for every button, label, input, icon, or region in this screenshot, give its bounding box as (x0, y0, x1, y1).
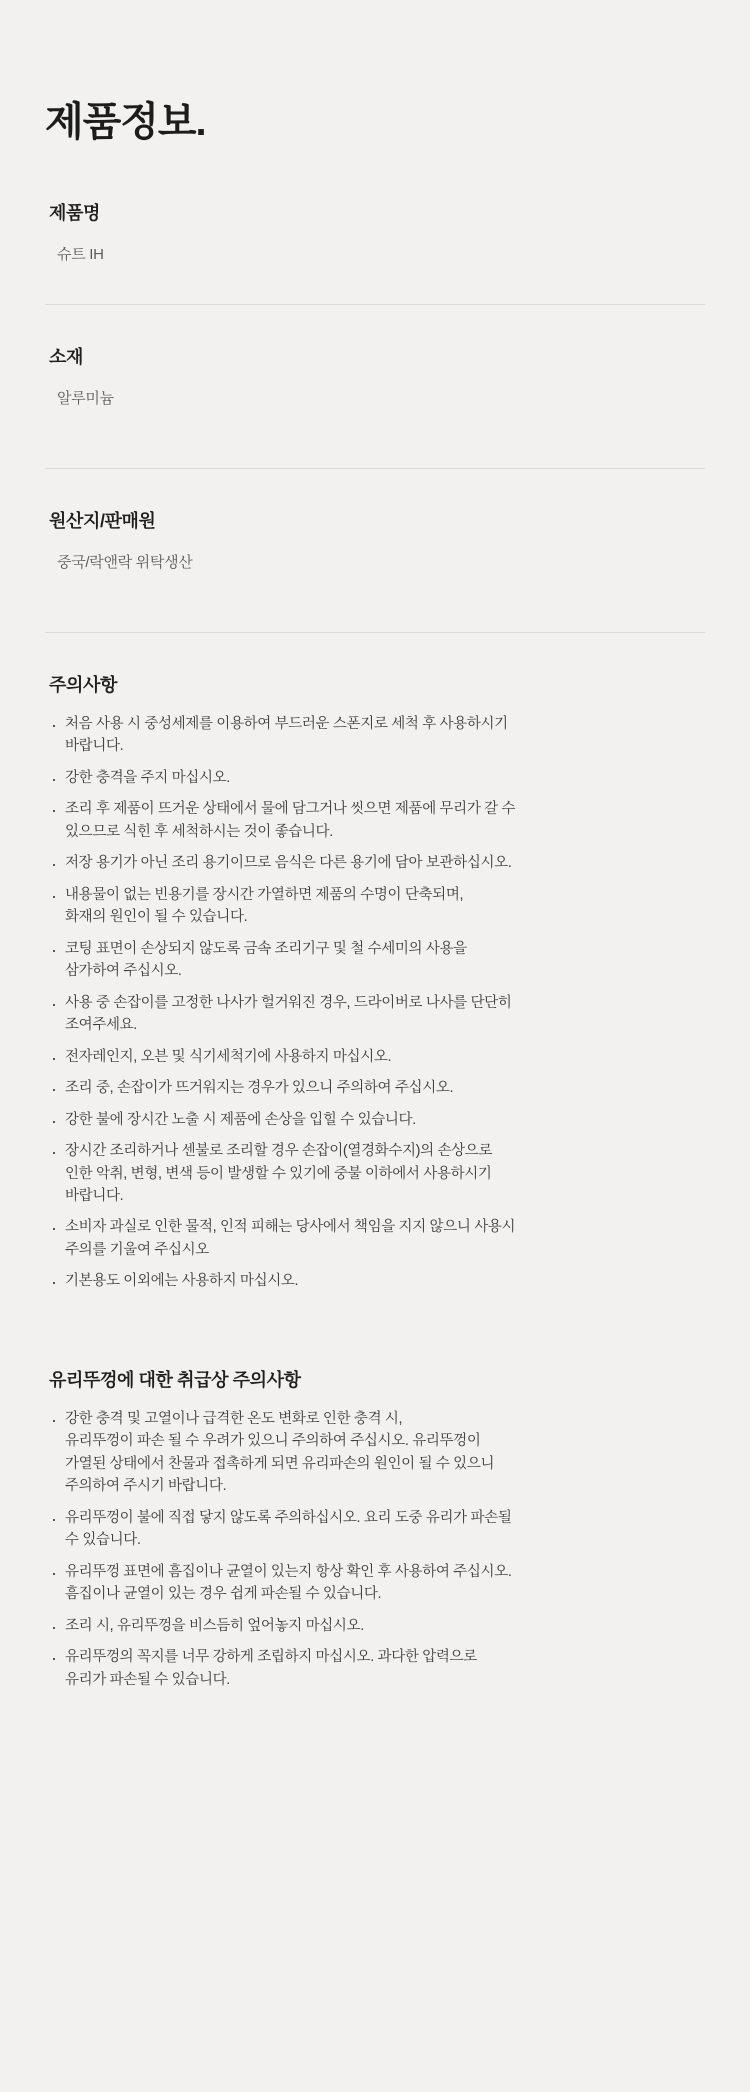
notice-item: · 소비자 과실로 인한 물적, 인적 피해는 당사에서 책임을 지지 않으니 사용시 주의를 기울여 주십시오 (49, 1216, 705, 1261)
page-title (45, 90, 705, 147)
notice-item: · 처음 사용 시 중성세제를 이용하여 부드러운 스폰지로 세척 후 사용하시기 바랍니다. (49, 713, 705, 758)
notice-item: · 유리뚜껑이 불에 직접 닿지 않도록 주의하십시오. 요리 도중 유리가 파손될 수 있습니다. (49, 1507, 705, 1552)
notice-item: · 전자레인지, 오븐 및 식기세척기에 사용하지 마십시오. (49, 1046, 705, 1068)
notice-item: · 강한 충격을 주지 마십시오. (49, 767, 705, 789)
notice-list (49, 1408, 705, 1691)
notice-item: · 강한 불에 장시간 노출 시 제품에 손상을 입힐 수 있습니다. (49, 1109, 705, 1131)
spec-material (45, 343, 705, 408)
notice-item: · 사용 중 손잡이를 고정한 나사가 헐거워진 경우, 드라이버로 나사를 단단히 조여주세요. (49, 992, 705, 1037)
divider (45, 304, 705, 305)
notice-item: · 유리뚜껑 표면에 흠집이나 균열이 있는지 항상 확인 후 사용하여 주십시오. 흠집이나 균열이 있는 경우 쉽게 파손될 수 있습니다. (49, 1561, 705, 1606)
page-title-bold: 정보. (120, 100, 206, 144)
notice-title: 유리뚜껑에 대한 취급상 주의사항 (49, 1369, 301, 1390)
notice-item: · 조리 후 제품이 뜨거운 상태에서 물에 담그거나 씻으면 제품에 무리가 갈 수 있으므로 식힌 후 세척하시는 것이 좋습니다. (49, 798, 705, 843)
spec-label: 원산지/판매원 (49, 511, 156, 531)
spec-value: 슈트 IH (57, 246, 104, 263)
notice-item: · 저장 용기가 아닌 조리 용기이므로 음식은 다른 용기에 담아 보관하십시오. (49, 852, 705, 874)
spec-product-name (45, 199, 705, 264)
notice-item: · 조리 시, 유리뚜껑을 비스듬히 엎어놓지 마십시오. (49, 1615, 705, 1637)
notice-item: · 코팅 표면이 손상되지 않도록 금속 조리기구 및 철 수세미의 사용을 삼가하여 주십시오. (49, 938, 705, 983)
notice-item: · 조리 중, 손잡이가 뜨거워지는 경우가 있으니 주의하여 주십시오. (49, 1077, 705, 1099)
spec-value: 알루미늄 (57, 390, 114, 407)
page-title-light: 제품 (45, 100, 121, 144)
notice-item: · 유리뚜껑의 꼭지를 너무 강하게 조립하지 마십시오. 과다한 압력으로 유리가 파손될 수 있습니다. (49, 1646, 705, 1691)
notice-item: · 내용물이 없는 빈용기를 장시간 가열하면 제품의 수명이 단축되며, 화재의 원인이 될 수 있습니다. (49, 884, 705, 929)
spec-label: 소재 (49, 347, 83, 367)
notice-list (49, 713, 705, 1293)
notice-item: · 강한 충격 및 고열이나 급격한 온도 변화로 인한 충격 시, 유리뚜껑이 파손 될 수 우려가 있으니 주의하여 주십시오. 유리뚜껑이 가열된 상태에서 찬물과 접촉하게 되면 유리파손의 원인이 될 수 있으니 주의하여 주시기 바랍니다. (49, 1408, 705, 1498)
notice-section-cautions (45, 671, 705, 1293)
notice-title: 주의사항 (49, 675, 117, 695)
notice-item: · 장시간 조리하거나 센불로 조리할 경우 손잡이(열경화수지)의 손상으로 인한 악취, 변형, 변색 등이 발생할 수 있기에 중불 이하에서 사용하시기 바랍니다. (49, 1140, 705, 1207)
divider (45, 468, 705, 469)
spec-label: 제품명 (49, 203, 100, 223)
spec-origin-seller (45, 507, 705, 572)
divider (45, 632, 705, 633)
spec-value: 중국/락앤락 위탁생산 (57, 554, 193, 571)
notice-section-glass-lid (45, 1366, 705, 1691)
notice-item: · 기본용도 이외에는 사용하지 마십시오. (49, 1270, 705, 1292)
